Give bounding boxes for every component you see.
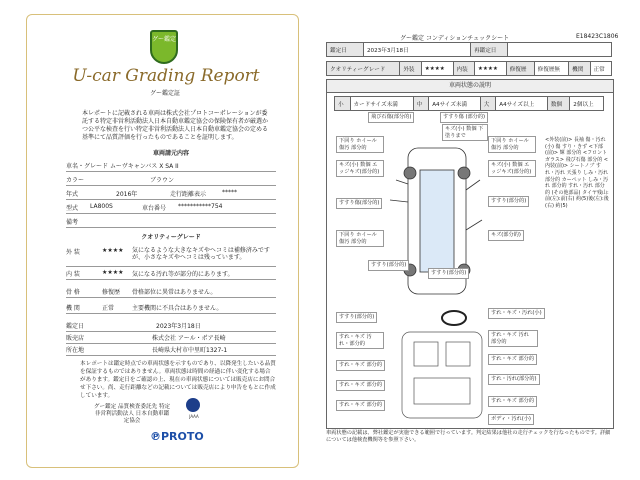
goo-kantei-logo: [150, 30, 178, 64]
sheet-footnote: 車両状態の記載は、弊社鑑定が実施できる範囲で行っています。判定結果は他社の走行チェックを行なったものです。詳細については他検査機関等を参照下さい。: [326, 430, 611, 443]
damage-label: すすり傷 (部分的): [440, 112, 488, 123]
quality-grade: 修復歴: [102, 289, 121, 296]
legend-size: 大: [480, 97, 496, 111]
legend-desc: A4サイズ未満: [429, 97, 481, 111]
quality-interior: [66, 266, 276, 280]
legend-desc: 2個以上: [570, 97, 604, 111]
quality-key: 内 装: [66, 271, 80, 278]
damage-label: ボディ・汚れ(小): [488, 414, 534, 425]
quality-exterior: [66, 244, 276, 267]
sheet-header-table: [326, 42, 612, 57]
reappraisal-value: [508, 43, 612, 57]
shop-label: 販売店: [66, 335, 85, 342]
engine-value: 正常: [590, 62, 611, 76]
row-key: 型式: [66, 205, 79, 212]
row-remarks: [66, 214, 276, 228]
quality-key: 外 装: [66, 249, 80, 256]
row-key: カラー: [66, 177, 85, 184]
damage-label: すれ・キズ 部分的: [488, 396, 537, 407]
frame-label: 修復歴: [506, 62, 534, 76]
row-value: LA800S: [90, 203, 113, 210]
row-address: [66, 342, 276, 356]
proto-brand: PROTO: [161, 430, 204, 443]
damage-label: すれ・キズ 汚れ・部分的: [336, 332, 384, 349]
row-key: 車名・グレード: [66, 163, 109, 170]
legend-size: 数個: [547, 97, 569, 111]
legend-desc: カードサイズ未満: [350, 97, 413, 111]
damage-label: すすり(部分的): [488, 196, 529, 207]
damage-label: すれ・汚れ(部分的): [488, 374, 540, 385]
quality-desc: 骨格部位に異常はありません。: [132, 289, 217, 296]
report-title: U-car Grading Report: [72, 66, 260, 86]
damage-label: すれ・キズ 部分的: [336, 360, 385, 371]
quality-desc: 主要機関に不具合はありません。: [132, 305, 223, 312]
date-label: 鑑定日: [327, 43, 364, 57]
quality-stars: ★★★★: [102, 247, 124, 254]
car-interior-view: [402, 332, 482, 418]
row-color: [66, 172, 276, 186]
row-key: 備考: [66, 219, 79, 226]
proto-logo: ℗PROTO: [150, 430, 204, 443]
quality-engine: [66, 300, 276, 314]
row-year: [66, 186, 276, 200]
date-label: 鑑定日: [66, 323, 85, 330]
damage-label: 下回り ホイール傷汚 部分的: [336, 136, 384, 153]
damage-label: キズ(小) 数個 下塗りまで: [442, 124, 488, 141]
date-value: 2023年3月18日: [364, 43, 471, 57]
quality-grade-table: [326, 61, 612, 76]
row-value: 2016年: [116, 191, 138, 198]
damage-label: 下回り ホイール傷汚 部分的: [488, 136, 536, 153]
damage-label: すすり(部分的): [336, 312, 377, 323]
int-value: ★★★★: [474, 62, 506, 76]
row-name: [66, 158, 276, 172]
row-key: 年式: [66, 191, 79, 198]
damage-label: すれ・キズ 部分的: [336, 380, 385, 391]
engine-label: 機関: [569, 62, 590, 76]
sheet-title: グー鑑定 コンディションチェックシート: [400, 35, 510, 42]
damage-label: キズ(小) 数個 エッジキズ(部分的): [488, 160, 536, 177]
footnote: 本レポートは鑑定時点での車両状態を示すものであり、以降発生したいる品質を保証するものではありません。車両状態は時間の経過に伴い変化する場合があります。鑑定日をご確認の上、現在の車両状態については販売店にお問合せ下さい。尚、走行距離などの記載については販売店により申告をもとに作成しています。: [80, 361, 276, 399]
damage-label: キズ(部分的): [488, 230, 524, 241]
damage-label: すすり傷(部分的): [336, 198, 382, 209]
damage-label: すれ・キズ 部分的: [488, 354, 537, 365]
report-subtitle: グー鑑定証: [149, 90, 180, 97]
row-extra-value: ***********754: [178, 203, 223, 210]
address-label: 所在地: [66, 347, 85, 354]
quality-stars: ★★★★: [102, 269, 124, 276]
row-extra-key: 走行距離表示: [170, 191, 207, 198]
intro-text: 本レポートに記載される車両は株式会社プロトコーポレーションが委託する特定非営利活動法人日本自動車鑑定協会の保険保有者が厳選かつ公平な検査を行い特定非営利活動法人日本自動車鑑定協会の定める基準にて品質評価を行ったものであることを証明します。: [82, 110, 269, 141]
quality-key: 機 関: [66, 305, 80, 312]
qg-label: クオリティーグレード: [327, 62, 400, 76]
reappraisal-label: 再鑑定日: [471, 43, 508, 57]
logo-text: グー鑑定: [152, 36, 177, 43]
shop-value: 株式会社 アール・ポア長崎: [152, 335, 226, 342]
quality-grade: 正常: [102, 305, 115, 312]
int-label: 内装: [453, 62, 474, 76]
quality-desc: 気になる汚れ等が部分的にあります。: [132, 271, 234, 278]
row-extra-value: *****: [222, 189, 237, 196]
jaaa-label: JAAA: [189, 414, 199, 419]
quality-frame: [66, 284, 276, 298]
ext-value: ★★★★: [421, 62, 453, 76]
condition-section-heading: 車両状態の説明: [326, 79, 614, 93]
issuer-text: グー鑑定 品質検査委託先 特定非営利活動法人 日本自動車鑑定協会: [93, 404, 171, 424]
side-notes: <外装(前)> 長袖 傷・汚れ(小) 傷 すり・きず <下部(前)> 輝 部分的 <フロントガラス> 飛び石傷 部分的 <内装(前)> シートノブ すれ・汚れ 天張り しみ・汚れ 部分的 カーペット しみ・汚れ 部分的 すれ・汚れ 部分的 (その他部品) タイヤ残山:前(左):前(右) 約(5)後(左):後(右) 約(5): [545, 137, 609, 209]
damage-label: すれ・キズ 汚れ 部分的: [488, 330, 538, 347]
ext-label: 外装: [400, 62, 421, 76]
address-value: 長崎県大村市中里町1327-1: [152, 347, 228, 354]
quality-desc: 気になるような大きなキズやヘコミは補修済みですが、小さなキズやヘコミは残っています。: [132, 247, 270, 261]
frame-value: 修復歴無: [534, 62, 569, 76]
quality-key: 骨 格: [66, 289, 80, 296]
jaaa-emblem-icon: [186, 398, 200, 412]
quality-section-heading: クオリティーグレード: [141, 234, 201, 241]
damage-label: すすり(部分的): [368, 260, 409, 271]
row-value: ムーヴキャンバス X SA II: [110, 163, 179, 170]
legend-desc: A4サイズ以上: [496, 97, 548, 111]
damage-label: 下回り ホイール傷汚 部分的: [336, 230, 384, 247]
damage-label: キズ(小) 数個 エッジキズ(部分的): [336, 160, 384, 177]
damage-label: すれ・キズ・汚れ(小): [488, 308, 545, 319]
row-extra-key: 車台番号: [142, 205, 167, 212]
legend-size: 小: [335, 97, 351, 111]
date-value: 2023年3月18日: [156, 323, 201, 330]
damage-label: すすり(部分的): [428, 268, 469, 279]
steering-wheel-icon: [442, 311, 466, 325]
row-model: [66, 200, 276, 214]
row-value: ブラウン: [150, 177, 175, 184]
damage-label: すれ・キズ 部分的: [336, 400, 385, 411]
size-legend: [334, 96, 604, 111]
vehicle-section-heading: 車両請元内容: [152, 150, 189, 157]
damage-label: 飛び石傷(部分的): [368, 112, 414, 123]
legend-size: 中: [413, 97, 429, 111]
sheet-number: E18423C1806: [576, 33, 619, 40]
